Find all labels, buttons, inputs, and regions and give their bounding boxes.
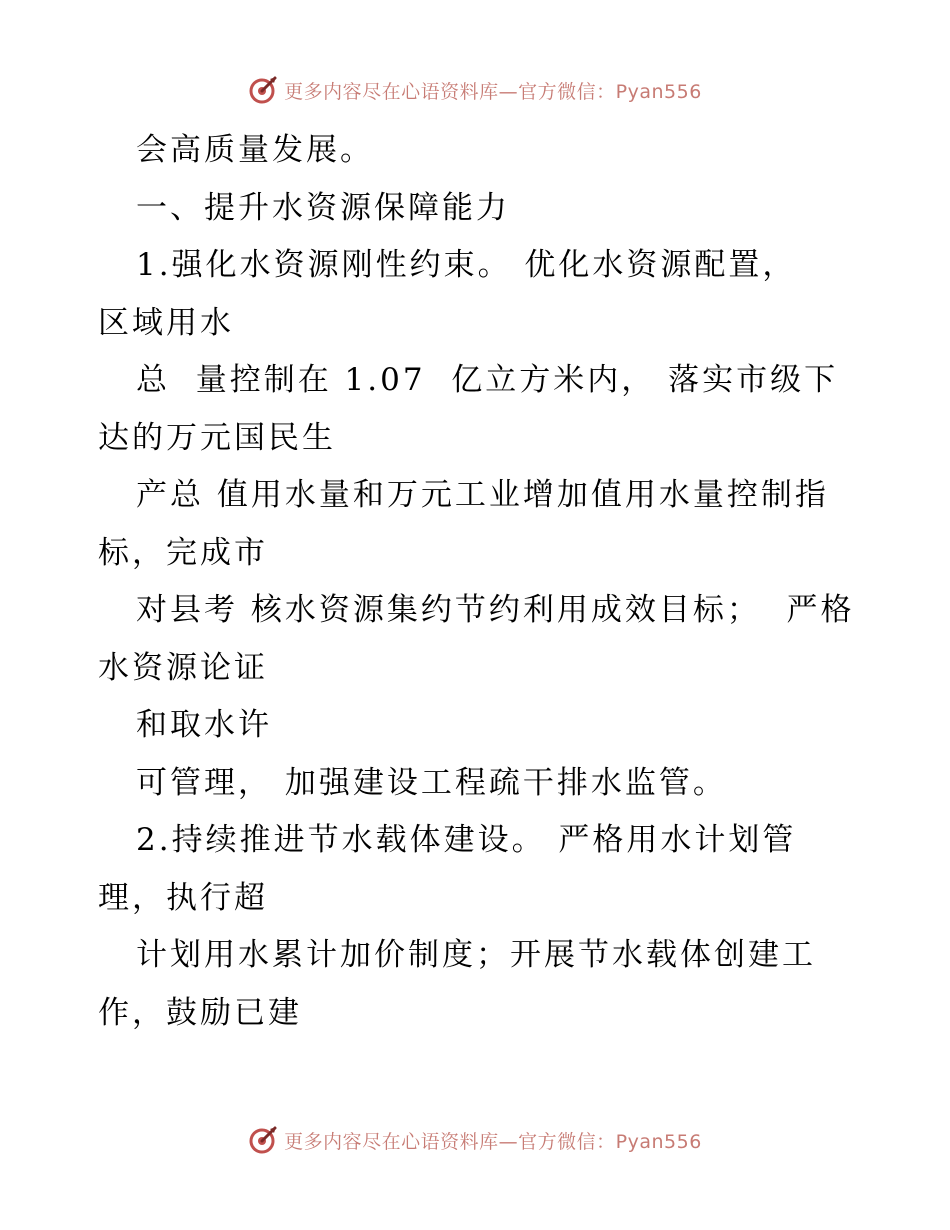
text-line: 水资源论证 — [98, 649, 268, 686]
text-line: 标，完成市 — [98, 534, 268, 571]
text-line: 作，鼓励已建 — [98, 994, 302, 1031]
text-line: 计划用水累计加价制度；开展节水载体创建工 — [136, 937, 816, 973]
text-line: 2.持续推进节水载体建设。 严格用水计划管 — [136, 822, 797, 858]
section-heading: 一、提升水资源保障能力 — [136, 189, 510, 226]
text-line: 1.强化水资源刚性约束。 优化水资源配置， — [136, 247, 797, 283]
text-line: 理，执行超 — [98, 879, 268, 916]
quill-circle-logo-icon — [248, 75, 278, 105]
text-line: 对县考 核水资源集约节约利用成效目标； 严格 — [136, 592, 855, 628]
footer-watermark — [0, 1120, 950, 1160]
text-line: 总 量控制在 1.07 亿立方米内， 落实市级下 — [136, 362, 839, 398]
text-line: 区域用水 — [98, 304, 234, 341]
watermark-text: 更多内容尽在心语资料库—官方微信：Pyan556 — [284, 80, 702, 103]
quill-circle-logo-icon — [248, 1125, 278, 1155]
text-line: 会高质量发展。 — [136, 132, 374, 168]
text-line: 产总 值用水量和万元工业增加值用水量控制指 — [136, 477, 829, 513]
header-watermark — [0, 70, 950, 110]
text-line: 达的万元国民生 — [98, 419, 336, 456]
watermark-text: 更多内容尽在心语资料库—官方微信：Pyan556 — [284, 1130, 702, 1153]
text-line: 可管理， 加强建设工程疏干排水监管。 — [136, 764, 727, 801]
document-body — [98, 122, 858, 1042]
text-line: 和取水许 — [136, 707, 272, 743]
